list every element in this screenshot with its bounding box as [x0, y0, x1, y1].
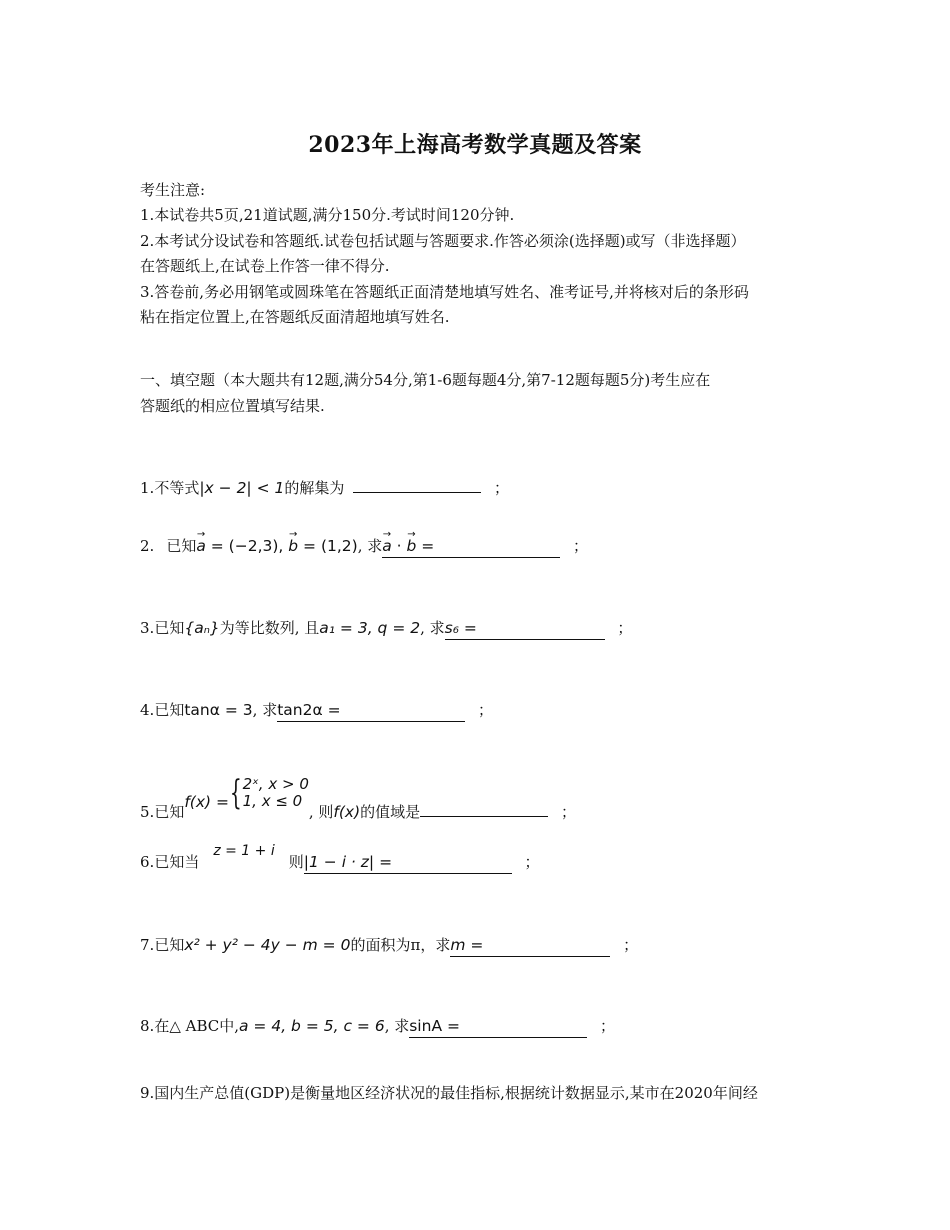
answer-blank: → a · → b =: [382, 536, 560, 558]
answer-blank: |1 − i · z| =: [304, 852, 512, 874]
answer-blank: tan2α =: [277, 700, 465, 722]
notice-heading: 考生注意:: [140, 181, 206, 199]
question-6: 6.已知当z = 1 + i则|1 − i · z| = ；: [140, 852, 540, 874]
q1-inequality: |x − 2| < 1: [199, 479, 285, 497]
piecewise-cases: 2ˣ, x > 0 1, x ≤ 0: [242, 775, 309, 810]
section-heading-cont: 答题纸的相应位置填写结果.: [140, 397, 325, 415]
answer-blank: sinA =: [409, 1016, 587, 1038]
question-1: 1.不等式|x − 2| < 1的解集为 ；: [140, 479, 509, 497]
question-7: 7.已知x² + y² − 4y − m = 0的面积为π，求m = ；: [140, 935, 638, 957]
notice-line: 在答题纸上,在试卷上作答一律不得分.: [140, 257, 390, 275]
piecewise-brace: {: [229, 773, 242, 813]
notice-line: 2.本考试分设试卷和答题纸.试卷包括试题与答题要求.作答必须涂(选择题)或写（非选择题）: [140, 232, 746, 250]
notice-line: 3.答卷前,务必用钢笔或圆珠笔在答题纸正面清楚地填写姓名、准考证号,并将核对后的条形码: [140, 283, 749, 301]
notice-line: 1.本试卷共5页,21道试题,满分150分.考试时间120分钟.: [140, 206, 515, 224]
section-heading: 一、填空题（本大题共有12题,满分54分,第1-6题每题4分,第7-12题每题5分)考生应在: [140, 371, 711, 389]
question-8: 8.在△ ABC中,a = 4, b = 5, c = 6, 求sinA = ；: [140, 1016, 615, 1038]
answer-blank: [420, 802, 548, 817]
question-4: 4.已知tanα = 3, 求tan2α = ；: [140, 700, 493, 722]
notice-line: 粘在指定位置上,在答题纸反面清超地填写姓名.: [140, 308, 450, 326]
question-9: 9.国内生产总值(GDP)是衡量地区经济状况的最佳指标,根据统计数据显示,某市在2020年间经: [140, 1084, 758, 1102]
question-2: 2. 已知→ a = (−2,3), → b = (1,2), 求→ a · → b = ；: [140, 536, 588, 558]
question-5: 5.已知f(x) ={2ˣ, x > 0 1, x ≤ 0, 则f(x)的值域是 ；: [140, 773, 576, 821]
page-title: 2023年上海高考数学真题及答案: [308, 132, 642, 158]
answer-blank: s₆ =: [445, 618, 605, 640]
answer-blank: m =: [450, 935, 610, 957]
question-3: 3.已知{aₙ}为等比数列, 且a₁ = 3, q = 2, 求s₆ = ；: [140, 618, 632, 640]
answer-blank: [353, 478, 481, 493]
